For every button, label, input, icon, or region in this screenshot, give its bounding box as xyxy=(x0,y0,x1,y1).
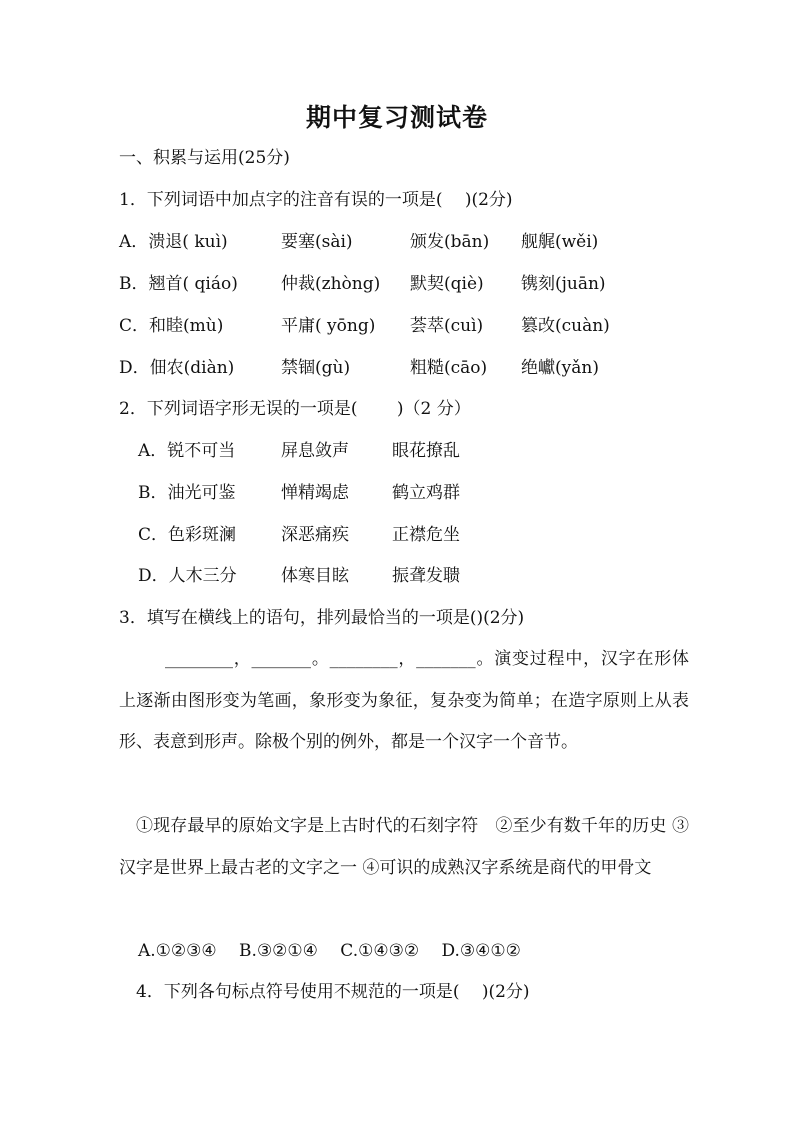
option-word: B．油光可鉴 xyxy=(138,483,236,503)
option-word: 舰艉(wěi) xyxy=(521,232,599,252)
option-word: A．溃退( kuì) xyxy=(119,232,228,252)
option-word: 正襟危坐 xyxy=(392,525,460,545)
option-word: C．色彩斑澜 xyxy=(138,525,237,545)
option-word: C．和睦(mù) xyxy=(119,316,224,336)
option-word: 篡改(cuàn) xyxy=(521,316,610,336)
question-1-stem: 1．下列词语中加点字的注音有误的一项是( )(2分) xyxy=(119,190,513,210)
option-word: 屏息敛声 xyxy=(281,441,349,461)
option-word: 颁发(bān) xyxy=(410,232,490,252)
option-word: 禁锢(gù) xyxy=(281,358,351,378)
option-word: 镌刻(juān) xyxy=(521,274,606,294)
option-word: 振聋发聩 xyxy=(392,566,460,586)
question-2-stem: 2．下列词语字形无误的一项是( )（2 分） xyxy=(119,399,471,419)
page-title: 期中复习测试卷 xyxy=(305,103,488,132)
question-3-items: ①现存最早的原始文字是上古时代的石刻字符 ②至少有数千年的历史 ③汉字是世界上最古老的文字之一 ④可识的成熟汉字系统是商代的甲骨文 xyxy=(119,816,689,878)
option-word: 仲裁(zhòng) xyxy=(281,274,381,294)
question-3-choices: A.①②③④ B.③②①④ C.①④③② D.③④①② xyxy=(138,941,521,961)
option-word: 体寒目眩 xyxy=(281,566,349,586)
option-word: 粗糙(cāo) xyxy=(410,358,488,378)
option-word: 眼花撩乱 xyxy=(392,441,460,461)
option-word: 鹤立鸡群 xyxy=(392,483,460,503)
option-word: 深恶痛疾 xyxy=(281,525,349,545)
option-word: A．锐不可当 xyxy=(138,441,236,461)
option-word: 要塞(sài) xyxy=(281,232,353,252)
section-heading: 一、积累与运用(25分) xyxy=(119,148,290,168)
option-word: B．翘首( qiáo) xyxy=(119,274,238,294)
option-word: 默契(qiè) xyxy=(410,274,484,294)
option-word: D．人木三分 xyxy=(138,566,237,586)
question-4-stem: 4．下列各句标点符号使用不规范的一项是( )(2分) xyxy=(136,982,530,1002)
option-word: 惮精竭虑 xyxy=(281,483,349,503)
option-word: D．佃农(diàn) xyxy=(119,358,235,378)
option-word: 绝巘(yǎn) xyxy=(521,358,599,378)
question-3-stem: 3．填写在横线上的语句，排列最恰当的一项是()(2分) xyxy=(119,608,525,628)
question-3-passage: ________，_______。________，_______。演变过程中，汉字在形体上逐渐由图形变为笔画，象形变为象征，复杂变为简单；在造字原则上从表形、表意到形声。除极个别的例外，都是一个汉字一个音节。 xyxy=(119,649,689,753)
option-word: 平庸( yōng) xyxy=(281,316,376,336)
option-word: 荟萃(cuì) xyxy=(410,316,484,336)
